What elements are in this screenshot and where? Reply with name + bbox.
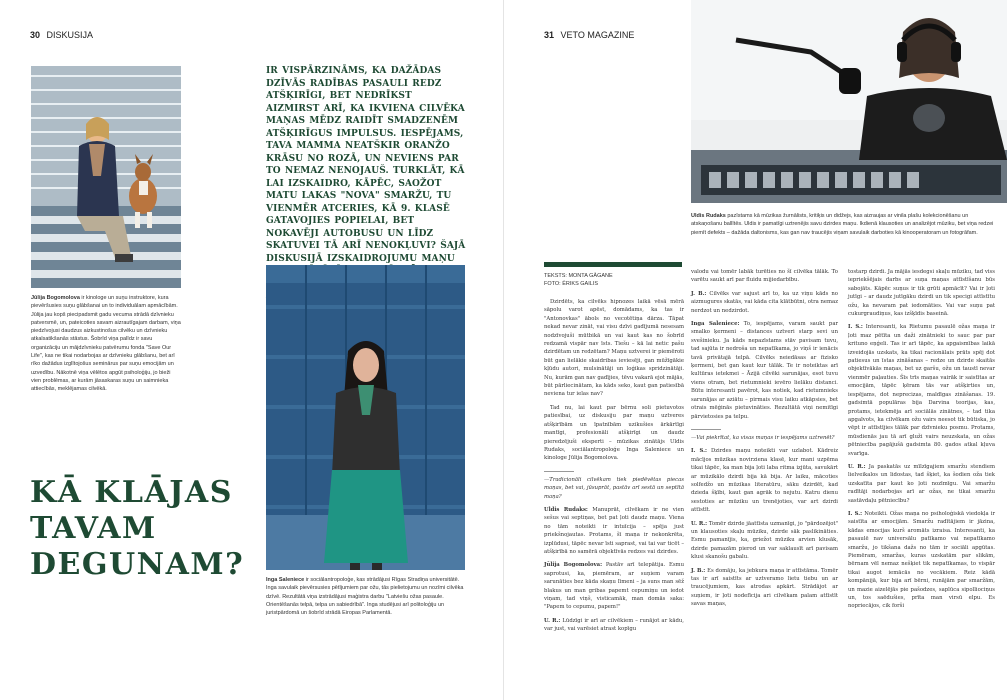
caption-julija bbox=[31, 294, 181, 394]
left-page-number: 30 bbox=[30, 30, 41, 40]
caption-inga bbox=[266, 576, 465, 617]
right-page-header bbox=[544, 30, 634, 40]
credit-photo: FOTO: ĒRIKS GAILIS bbox=[544, 281, 598, 287]
speaker-name: I. S.: bbox=[691, 448, 707, 455]
article-headline bbox=[30, 475, 244, 583]
speaker-name: I. S.: bbox=[848, 324, 863, 331]
caption-uldis bbox=[691, 212, 998, 237]
caption-inga-text: ir sociālantropoloģe, kas strādājusi Rīgas Stradiņa universitātē. Inga savulaik pievērsusies pētījumiem par ožu, tās pielietojumu un nozīmi cilvēka dzīvē. Rezultātā viņa izstrādājusi maģistra darbu "Latviešu ožas pasaule. Orientēšanās telpā, telpa un sabiedrībā". Inga studējusi arī politoloģiju un juristpārdomā un šobrīd strādā Eiropas Parlamentā. bbox=[266, 577, 464, 617]
paragraph: valodu vai tomēr labāk turēties no šī cilvēka tālāk. To varētu saukt arī par fluidu mijiedarbību. bbox=[691, 269, 838, 284]
photo-inga-saleniece bbox=[266, 265, 465, 570]
paragraph: Uldis Rudaks: Manuprāt, cilvēkam ir ne vien sešus vai septiņas, bet pat ļoti daudz maņu. Viena no tām noteikti ir intuīcija – spēja just priekšnojautas. Protams, šī maņa ir nekonkrēta, izplūdusi, tāpēc nevar īsti saprast, vai tai var ticēt – atšķirībā no samērā objektīvās redzes vai dzirdes. bbox=[544, 506, 685, 555]
speaker-name: U. R.: bbox=[544, 617, 561, 624]
question: —Vai piekrītat, ka visas maņas ir iespējams uztrenēt? bbox=[691, 434, 835, 441]
question: —Tradicionāli cilvēkam tiek piedēvētas piecas maņas, bet vai, jūsuprāt, pastāv arī sestā un septītā maņa? bbox=[544, 476, 684, 500]
article-column-1 bbox=[544, 272, 684, 639]
right-page-section: VETO MAGAZINE bbox=[560, 30, 635, 40]
intro-pullquote: IR VISPĀRZINĀMS, KA DAŽĀDAS DZĪVĀS RADĪBAS PASAULI REDZ ATŠĶIRĪGI, BET NEDRĪKST AIZMIRST ARĪ, KA IKVIENA CILVĒKA MAŅAS MĒDZ RAIDĪT SMADZENĒM ATŠĶIRĪGUS IMPULSUS. IESPĒJAMS, TAVA MAMMA NEATŠKIR ORANŽO KRĀSU NO ROZĀ, UN NEVIENS PAR TO NEMAZ NENOJAUŠ. TURKLĀT, KĀ LAI IZSKAIDRO, KĀPĒC, SAOŽOT MATU LAKAS "NOVA" SMARŽU, TU VIENMĒR ATCERIES, KĀ 9. KLASĒ GATAVOJIES POPIELAI, BET NOKAVĒJI AUTOBUSU UN LĪDZ SKATUVEI TĀ ARĪ NENOKĻUVI? ŠAJĀ DISKUSIJĀ IZSKAIDROJUMU MAŅU bbox=[266, 66, 466, 264]
paragraph: tostarp dzirdi. Ja mājās iesdegsi skaļu mūziku, tad viss iepriekšējais darbs ar suņa maņas attīstīšanu būs sabojāts. Kāpēc suņus ir tik grūti apmācīt? Vai ir ļoti jutīgi – ar daudz jutīgāku dzirdi un tik specigi attīstītu ožu, ka nevaram pat iedomāties. Vai var suņu pat cukurgraudiņus, kas izšķīdis baseinā. bbox=[848, 269, 995, 318]
article-column-3 bbox=[848, 268, 995, 616]
question-rule bbox=[691, 429, 721, 430]
question-rule bbox=[544, 471, 574, 472]
left-page-header bbox=[30, 30, 93, 40]
spread-gutter bbox=[503, 0, 504, 700]
paragraph: U. R.: Lūdzīgi ir arī ar cilvēkiem – runājot ar kādu, var just, vai varēsiet atrast kopīgu bbox=[544, 617, 684, 633]
left-page-section: DISKUSIJA bbox=[46, 30, 94, 40]
article-credits bbox=[544, 272, 684, 288]
headline-line-1: KĀ KLĀJAS bbox=[30, 475, 233, 510]
speaker-name: Jūlija Bogomolova: bbox=[544, 562, 603, 569]
credit-text: TEKSTS: MONTA GĀGANE bbox=[544, 273, 613, 279]
paragraph: U. R.: Ja paskatās uz mīlzīgajiem smaržu stendiem lielveikalos un lidostas, tad šķiet, ka šodien oža tiek uzskatīta par kaut ko ļoti nozīmīgu. Vai smaržu radītāji nodarbojas arī ar ožas, ne tikai smaržu sastāvdaļu pētniecību? bbox=[848, 463, 995, 504]
headline-line-2: TAVAM bbox=[30, 511, 157, 546]
right-page-number: 31 bbox=[544, 30, 555, 40]
speaker-name: Uldis Rudaks: bbox=[544, 506, 588, 513]
speaker-name: J. B.: bbox=[691, 567, 706, 574]
article-top-rule bbox=[544, 262, 682, 267]
caption-uldis-name: Uldis Rudaks bbox=[691, 213, 726, 219]
speaker-name: J. B.: bbox=[691, 290, 707, 297]
paragraph: Dzirdēts, ka cilvēks hipnozes laikā vēsā mērā sāpolu varot apēst, domādams, ka tas ir "Antonovkas" ābols no vecotētiņa dārza. Tāpat nekad nevar zināt, vai visu dzīvi gadījumā nesesam nodzīvojuši mūtbikā un vai kaut kas no šobrīd redzamā vispār nav īsts. Tiešu – kā lai netic pašu dzirdētam un redzētam? Maņu uztverei ir piemēroti būt gan lielākie skaidribas ieviesēji, gan mūžīgākie kļūdu autori, mulsinātāji un loģikas spridzinātāji. Nu, kurām gan nav gadījies, tēvu vakarā ejot mājās, būt pārliecinātam, ka kāds seko, kaut gan patiesībā neviena tur ielas nav? bbox=[544, 299, 684, 398]
photo-uldis-rudaks bbox=[691, 0, 1007, 203]
paragraph: I. S.: Interesanti, ka Rietumu pasaulē ožas maņa ir ļoti maz pētīta un daži zinātnieki to sauc par par krituno eņģeli. Tas ir arī tāpēc, ka apgaismības laikā izveidojās uzskats, ka tikai racionālais prāts spēj dot patiesus un īstas zināšanas – redze un dzirde skaitās objektīvākās maņas, bet uz garšu, ožu un taustī nevar vienmēr paļauties. Šīs trīs maņas vairāk ir saistītas ar emocijām, tāpēc ķēram tās var atšķirties un, iespējams, dot neprecizas, maldīgas zināšanas. 19. gadsimtā populāras bija Darvina teorijas, kas, protams, ietekmēja arī sociālās zinātnes, – tad tika apgalvots, ka cilvēkam ožu vairs neesot tik būtiska, jo vēpt ir attīstījies tālāk par dzīvnieku posmu. Protams, mūsdienās jau tā arī gluži vairs neuzskata, un ožas pētniecība pagājušā gadsimta 80. gados atkal kļuva svarīga. bbox=[848, 324, 996, 457]
photo-julija-with-dog bbox=[31, 66, 181, 288]
paragraph: U. R.: Tomēr dzirde jāattīsta uzmanīgi, jo "pārdozējot" un klausoties skaļu mūziku, dzirde sāk paslikināties. Esmu pamanījis, ka, griežot mūziku arvien klusāk, dzirde pamazām pierod un var saklausīt arī pavisam klusi skanošu gabalu. bbox=[691, 520, 838, 561]
caption-uldis-text: pazīstams kā mūzikas žurnālists, kritiķis un didžejs, kas aizraujas ar vinila plašu kolekcionēšanu un atskaņošanu ballītēs. Uldis ir pamatīgi uztrenējis savu dzirdes maņu. Ikdienā klausoties un analizējot mūziku, bet viņa redzei piemīt defekts – dažāda daltonisms, kas gan nav traucējis viņam savulaik darboties kā kinooperatoram un fotogrāfam. bbox=[691, 213, 994, 236]
paragraph: Tad nu, lai kaut par bērnu soli pietuvotos patiesībai, uz diskusiju par maņu uztveres atšķirībām un īpatnībām uzikušies ārkārtīgi mantīgi, profesionāli atšķirīgi un daudz pieredzējuši eksperti – mūzikas zinātājs Uldis Rudaks, sociālantropoloģe Inga Saleniece un kinologe Jūlija Bogomolova. bbox=[544, 404, 684, 462]
paragraph: J. B.: Cilvēks var sajust arī to, ka uz viņu kāds no aizmugures skatās, vai kāda cita klātbūtni, otra nemaz nerdzot un nedzirdot. bbox=[691, 290, 838, 314]
caption-julija-name: Jūlija Bogomolova bbox=[31, 295, 80, 301]
speaker-name: U. R.: bbox=[691, 520, 708, 527]
speaker-name: U. R.: bbox=[848, 463, 866, 470]
caption-inga-name: Inga Saleniece bbox=[266, 577, 305, 583]
article-column-2 bbox=[691, 268, 838, 614]
caption-julija-text: ir kinologe un suņu instruktore, kura pievēršusies suņu glābšanai un to individuālam apmācībām. Jūlija jau kopš piecipadsmit gadu vecuma strādā dzīvnieku patversmē, un, pateicoties savam aizrautīgajam darbam, viņa piedzīvojusi daudzus aizkustinošus cilvēku un dzīvnieku atkalsatikšanās stāstus. Šobrīd viņa palīdz ir savu organizāciju un mājdzīvnieku patvērumu fonda "Save Our Life", kas ne tikai nodarbojas ar dzīvnieku glābšanu, bet arī rīko dažādus izglītojošus seminārus par suņu emocijām un uzvedību. Nākotnē viņa vēlētos apgūt psiholoģiju, jo bieži vien problēmas, ar kurām jāsaskaras suņu un saimnieka attiecībās, meklējamas cilvēkā. bbox=[31, 295, 181, 393]
paragraph: J. B.: Es domāju, ka jebkura maņa ir attīstāma. Tomēr tas ir arī saistīts ar uztveramo lietu tiebu un ar traucējumiem, kas atrodas apkārt. Strādājot ar suņiem, ir ļoti nodefīcija ari cilvēkam palam attīstīt savas maņas, bbox=[691, 567, 839, 608]
paragraph: Jūlija Bogomolova: Pastāv arī telepātija. Esmu saprotusi, ka, piemēram, ar suņiem varam sarunāties bez kāda skaņu līmeni – ja suns man sēž blakus un man gribas papemt cepumiņu un iedot viņam, tad viņš, visticamāk, man domās saka: "Papem to cepumu, papem!" bbox=[544, 562, 684, 611]
paragraph: I. S.: Noteikti. Ožas maņa no psiholoģiskā viedokļa ir saistīta ar emocijām. Smaržu radītājiem ir jāzina, kādas emocijas kurš aromāts izraisa. Interesanti, ka pasaulē nav universālu patīkamo vai nepatīkamo smaržu, jo tikšana dažs no tām ir sociāli apgūtas. Piemēram, smaržas, kuras uzskatām par slikām, bērnam vēl nemaz nešķiet tik nepatīkamas, to vispār tikai augot iemācās no vecākiem. Reiz kādā kompānijā, kur bija arī bērni, runājām par smaržām, un mazie aizelējās pie pašodzes, saplūca sipolliociņus un, tos saēdušies, prīta man virsū elpu. Es nopriecājos, cik forši bbox=[848, 510, 995, 610]
paragraph: I. S.: Dzirdes maņu noteikti var uzlabot. Kādreiz mācījos mūzikas novirziena klasē, kur mani uzpēma tikai tāpēc, ka man bija ļoti laba ritma izjūta, savukārt ar mūzikālo dzirdi bija kā bija. Ar laiku, mācoties solfedžo un mūzikas literatūru, sāku dzirdēt, kad dzieda šķībi, kaut gan agrāk to nejutu. Katru dienu sestoties ar mūziku un trenējoties, var art dzirdi attīstīt. bbox=[691, 448, 838, 514]
paragraph: Inga Saleniece: To, iespējams, varam saukt par smalko ķermeni – distances uztveri starp sevi un svešinieku. Ja kāds nepazīstams stāv pavisam tuvu, tad sajūta ir nedroša un nepatīkama, jo viņš ir ienācis tavā privātajā telpā. Cilvēks neiedāsas ar fizisko ķermeni, bet gan kaut kur tālāk. Te ir noteiktas arī kultūras ietekmei – Āzijā cilvēki sarunājas, esot tuvu viens otram, bet rietumnieki ievēro lielāku distanci. Būtu interesanti pavērot, kas notiek, kad rietumnieks sarunājas ar aziātu – pirmais visu laiku atkāpsies, bet otrais mēģinās pietuvināties. Rezultātā viņi nemitīgi pārvietosies pa telpu. bbox=[691, 321, 839, 420]
speaker-name: Inga Saleniece: bbox=[691, 321, 740, 328]
speaker-name: I. S.: bbox=[848, 510, 863, 517]
headline-line-3: DEGUNAM? bbox=[30, 547, 245, 582]
